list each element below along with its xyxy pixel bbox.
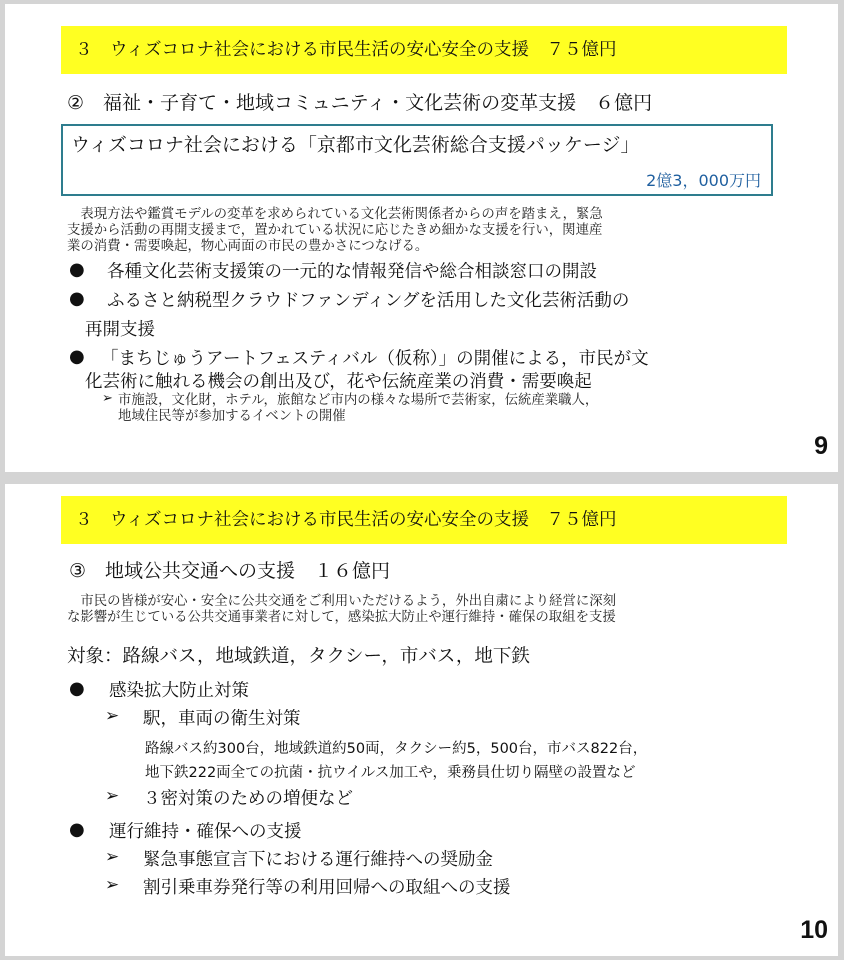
slide-10-intro bbox=[67, 594, 616, 626]
slide-9-sub-heading: ② 福祉・子育て・地域コミュニティ・文化芸術の変革支援 ６億円 bbox=[67, 92, 653, 114]
filled-circle-icon: ● bbox=[69, 288, 85, 309]
arrowhead-icon: ➢ bbox=[105, 706, 120, 726]
slide-9-banner: ３ ウィズコロナ社会における市民生活の安心安全の支援 ７５億円 bbox=[61, 26, 787, 74]
sub-bullet-line: 地域住民等が参加するイベントの開催 bbox=[118, 409, 346, 424]
bullet-item: 各種文化芸術支援策の一元的な情報発信や総合相談窓口の開設 bbox=[107, 262, 597, 282]
intro-line: 支援から活動の再開支援まで，置かれている状況に応じたきめ細かな支援を行い，関連産 bbox=[67, 223, 603, 238]
arrowhead-icon: ➢ bbox=[105, 875, 120, 895]
sub-bullet-item: 緊急事態宣言下における運行維持への奨励金 bbox=[143, 850, 493, 870]
detail-line: 路線バス約300台，地域鉄道約50両，タクシー約5，500台，市バス822台， bbox=[145, 741, 648, 757]
slide-10 bbox=[5, 484, 838, 956]
target-line: 対象：路線バス，地域鉄道，タクシー，市バス，地下鉄 bbox=[67, 646, 530, 667]
slide-9-intro bbox=[67, 207, 603, 255]
arrowhead-icon: ➢ bbox=[102, 391, 113, 406]
bullet-item: 運行維持・確保への支援 bbox=[109, 822, 302, 842]
sub-bullet-line: 市施設，文化財，ホテル，旅館など市内の様々な場所で芸術家，伝統産業職人， bbox=[118, 393, 599, 408]
bullet-item-cont: 再開支援 bbox=[85, 320, 155, 340]
slide-10-banner: ３ ウィズコロナ社会における市民生活の安心安全の支援 ７５億円 bbox=[61, 496, 787, 544]
filled-circle-icon: ● bbox=[69, 819, 85, 840]
bullet-item: 「まちじゅうアートフェスティバル（仮称）」の開催による，市民が文 bbox=[101, 349, 649, 369]
sub-bullet-item: 駅，車両の衛生対策 bbox=[143, 709, 301, 729]
intro-line: な影響が生じている公共交通事業者に対して，感染拡大防止や運行維持・確保の取組を支援 bbox=[67, 610, 616, 625]
slide-9 bbox=[5, 4, 838, 472]
intro-line: 市民の皆様が安心・安全に公共交通をご利用いただけるよう，外出自粛により経営に深刻 bbox=[67, 594, 617, 609]
filled-circle-icon: ● bbox=[69, 346, 85, 367]
package-box bbox=[61, 124, 773, 196]
filled-circle-icon: ● bbox=[69, 678, 85, 699]
sub-bullet-item: ３密対策のための増便など bbox=[143, 789, 353, 809]
sub-bullet-item: 割引乗車券発行等の利用回帰への取組への支援 bbox=[143, 878, 511, 898]
filled-circle-icon: ● bbox=[69, 259, 85, 280]
intro-line: 業の消費・需要喚起，物心両面の市民の豊かさにつなげる。 bbox=[67, 239, 429, 254]
detail-line: 地下鉄222両全ての抗菌・抗ウイルス加工や，乗務員仕切り隔壁の設置など bbox=[145, 765, 636, 781]
bullet-item: 感染拡大防止対策 bbox=[109, 681, 249, 701]
arrowhead-icon: ➢ bbox=[105, 847, 120, 867]
bullet-item-cont: 化芸術に触れる機会の創出及び，花や伝統産業の消費・需要喚起 bbox=[85, 372, 592, 392]
slide-10-sub-heading: ③ 地域公共交通への支援 １６億円 bbox=[69, 560, 391, 582]
slide-number: 9 bbox=[814, 432, 828, 460]
sub-bullet-item bbox=[118, 393, 598, 425]
bullet-item: ふるさと納税型クラウドファンディングを活用した文化芸術活動の bbox=[107, 291, 630, 311]
package-box-amount: 2億3，000万円 bbox=[646, 171, 761, 190]
intro-line: 表現方法や鑑賞モデルの変革を求められている文化芸術関係者からの声を踏まえ，緊急 bbox=[67, 207, 603, 222]
slide-number: 10 bbox=[800, 916, 828, 944]
arrowhead-icon: ➢ bbox=[105, 786, 120, 806]
package-box-title: ウィズコロナ社会における「京都市文化芸術総合支援パッケージ」 bbox=[71, 134, 640, 156]
